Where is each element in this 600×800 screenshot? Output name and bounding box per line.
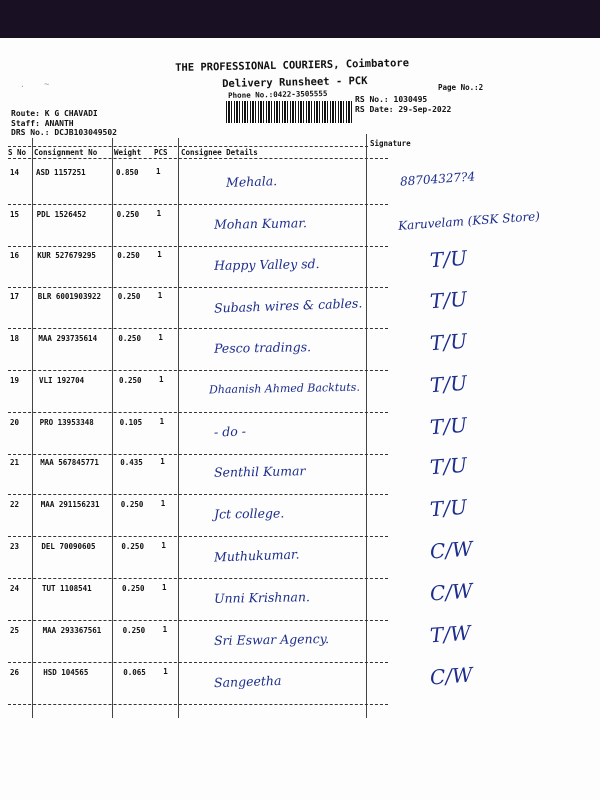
row-pcs: 1 [160, 457, 165, 466]
column-header-consignee: Consignee Details [181, 148, 258, 157]
row-weight: 0.250 [117, 251, 140, 260]
row-sno: 22 [10, 500, 20, 509]
row-pcs: 1 [162, 625, 168, 634]
row-consignee-handwritten: Happy Valley sd. [213, 256, 320, 273]
column-header-sno: S No [8, 148, 27, 157]
row-signature-handwritten: T/U [429, 245, 468, 273]
row-sno: 26 [10, 668, 20, 677]
row-pcs: 1 [156, 209, 162, 218]
row-signature-handwritten: C/W [429, 578, 474, 606]
row-signature-handwritten: T/U [429, 412, 468, 440]
row-signature-handwritten: Karuvelam (KSK Store) [397, 209, 541, 233]
runsheet-page [0, 38, 600, 800]
column-header-pcs: PCS [154, 148, 168, 157]
row-consignment-no: DEL 70090605 [41, 542, 96, 551]
row-separator [8, 578, 388, 579]
row-pcs: 1 [163, 667, 168, 676]
row-weight: 0.250 [117, 292, 141, 301]
row-signature-handwritten: 88704327?4 [399, 169, 476, 189]
row-consignee-handwritten: Jct college. [213, 505, 285, 522]
row-consignee-handwritten: Unni Krishnan. [213, 589, 311, 606]
row-sno: 19 [10, 376, 20, 385]
row-weight: 0.250 [122, 584, 145, 593]
row-sno: 15 [10, 210, 20, 219]
row-sno: 14 [10, 168, 20, 177]
column-header-weight: Weight [114, 148, 142, 157]
column-divider [32, 138, 33, 718]
staff: Staff: ANANTH [11, 119, 74, 128]
row-weight: 0.250 [116, 210, 140, 219]
column-divider [366, 134, 367, 718]
row-separator [8, 620, 388, 621]
row-consignment-no: VLI 192704 [39, 376, 85, 385]
rs-number: RS No.: 1030495 [355, 95, 428, 104]
row-consignment-no: BLR 6001903922 [37, 292, 102, 301]
row-separator [8, 454, 388, 455]
row-pcs: 1 [159, 417, 165, 426]
row-weight: 0.065 [123, 668, 146, 677]
row-pcs: 1 [162, 583, 167, 592]
row-signature-handwritten: T/W [429, 620, 472, 648]
header-bottom-rule [8, 158, 388, 159]
row-pcs: 1 [158, 333, 163, 342]
row-pcs: 1 [160, 499, 166, 508]
route: Route: K G CHAVADI [11, 109, 98, 118]
row-consignee-handwritten: Mehala. [225, 173, 278, 190]
table-top-rule [8, 146, 368, 147]
row-signature-handwritten: C/W [429, 536, 474, 564]
row-weight: 0.250 [121, 542, 144, 551]
row-weight: 0.105 [119, 418, 143, 427]
row-consignment-no: PDL 1526452 [36, 210, 87, 219]
row-sno: 25 [10, 626, 20, 635]
row-signature-handwritten: T/U [429, 494, 468, 522]
row-weight: 0.250 [122, 626, 146, 635]
row-separator [8, 662, 388, 663]
row-weight: 0.250 [118, 334, 141, 343]
row-sno: 21 [10, 458, 20, 467]
row-signature-handwritten: T/U [429, 328, 468, 356]
row-sno: 17 [10, 292, 20, 301]
row-sno: 16 [10, 251, 20, 260]
row-consignee-handwritten: Muthukumar. [213, 546, 300, 565]
row-consignment-no: TUT 1108541 [42, 584, 92, 593]
row-separator [8, 536, 388, 537]
row-consignment-no: MAA 293735614 [38, 334, 98, 343]
row-consignee-handwritten: Senthil Kumar [213, 463, 306, 480]
row-consignment-no: KUR 527679295 [37, 251, 96, 260]
row-consignment-no: PRO 13953348 [39, 418, 94, 427]
row-consignment-no: MAA 291156231 [40, 500, 100, 509]
row-consignment-no: MAA 567845771 [40, 458, 99, 467]
runsheet-title: Delivery Runsheet - PCK [222, 74, 368, 90]
rs-date: RS Date: 29-Sep-2022 [355, 105, 452, 114]
row-weight: 0.435 [120, 458, 143, 467]
row-consignee-handwritten: Dhaanish Ahmed Backtuts. [208, 380, 360, 397]
row-pcs: 1 [156, 167, 161, 176]
drs-number: DRS No.: DCJB103049502 [11, 128, 117, 137]
row-separator [8, 204, 388, 205]
row-separator [8, 494, 388, 495]
row-signature-handwritten: T/U [429, 452, 468, 480]
row-pcs: 1 [161, 541, 166, 550]
row-pcs: 1 [157, 291, 163, 300]
row-pcs: 1 [157, 250, 162, 259]
row-separator [8, 412, 388, 413]
page-number: Page No.:2 [438, 83, 484, 92]
column-divider [112, 138, 113, 718]
row-separator [8, 246, 388, 247]
row-weight: 0.250 [120, 500, 144, 509]
row-consignment-no: MAA 293367561 [42, 626, 102, 635]
row-weight: 0.850 [116, 168, 139, 177]
scan-mark: ~ [44, 80, 50, 90]
row-pcs: 1 [159, 375, 164, 384]
column-header-consignment: Consignment No [34, 148, 98, 157]
row-separator [8, 328, 388, 329]
row-signature-handwritten: T/U [429, 286, 468, 314]
row-signature-handwritten: C/W [429, 662, 474, 690]
row-sno: 18 [10, 334, 20, 343]
row-consignee-handwritten: Sangeetha [213, 672, 282, 691]
scan-mark: · [20, 82, 25, 91]
row-signature-handwritten: T/U [429, 370, 468, 398]
row-consignee-handwritten: - do - [213, 423, 247, 440]
row-consignee-handwritten: Subash wires & cables. [213, 295, 363, 316]
column-divider [178, 138, 179, 718]
row-consignee-handwritten: Pesco tradings. [213, 339, 312, 356]
row-sno: 24 [10, 584, 20, 593]
row-consignee-handwritten: Mohan Kumar. [213, 215, 307, 232]
row-sno: 23 [10, 542, 20, 551]
barcode [226, 101, 352, 123]
row-separator [8, 370, 388, 371]
row-sno: 20 [10, 418, 20, 427]
column-header-signature: Signature [370, 139, 411, 148]
row-separator [8, 287, 388, 288]
row-consignee-handwritten: Sri Eswar Agency. [213, 630, 330, 649]
row-consignment-no: ASD 1157251 [36, 168, 86, 177]
phone-number: Phone No.:0422-3505555 [228, 88, 328, 100]
company-title: THE PROFESSIONAL COURIERS, Coimbatore [175, 57, 410, 74]
row-consignment-no: HSD 104565 [43, 668, 89, 677]
row-separator [8, 704, 388, 705]
row-weight: 0.250 [119, 376, 142, 385]
